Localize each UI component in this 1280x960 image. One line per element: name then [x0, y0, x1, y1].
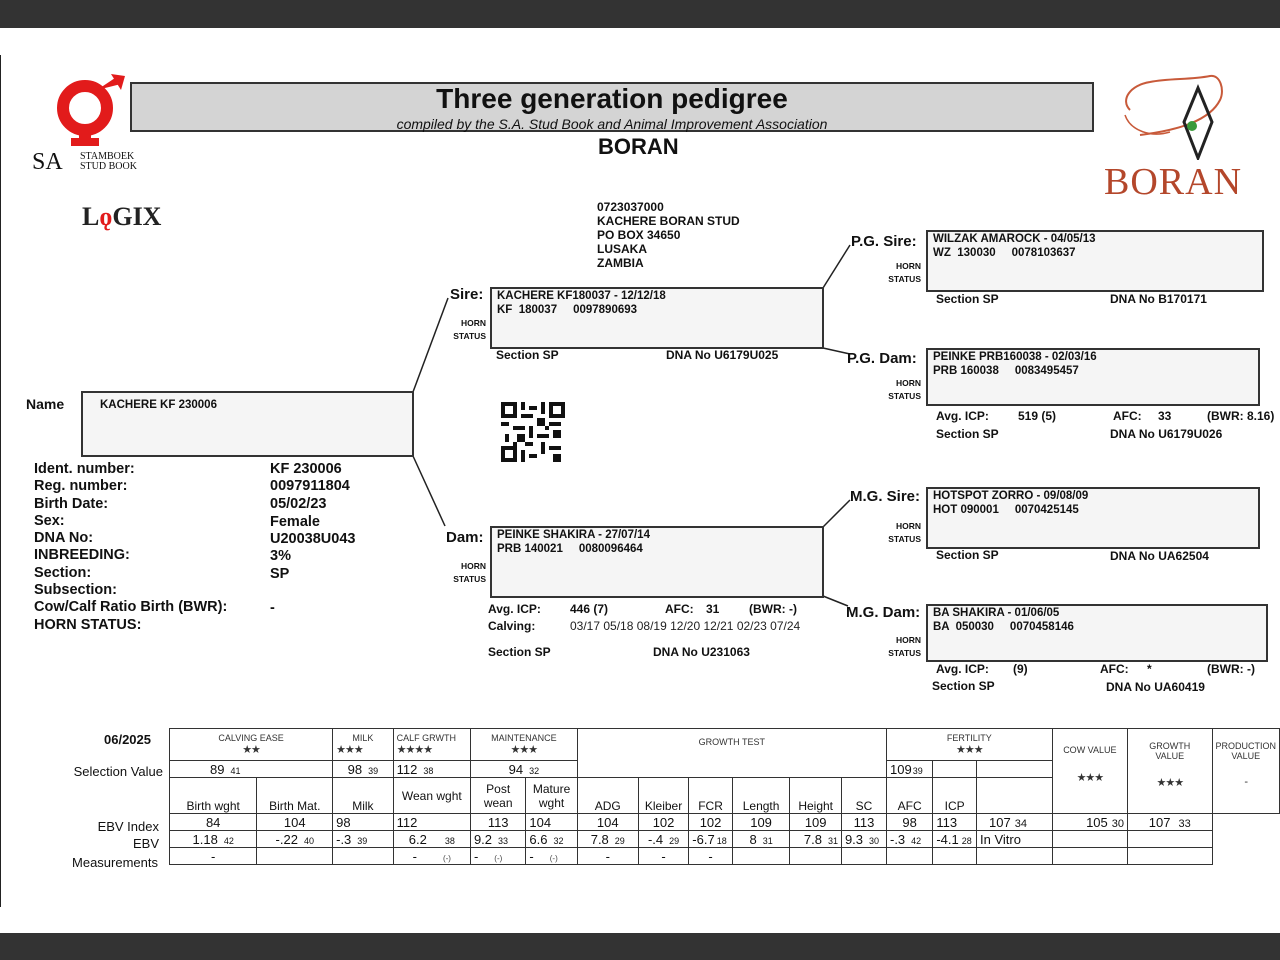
- pg-dam-label: P.G. Dam:: [847, 350, 917, 367]
- cow-value-index: 107 34: [977, 814, 1053, 831]
- breeder-name: KACHERE BORAN STUD: [597, 214, 740, 228]
- stars-icon: ★★★: [1076, 772, 1104, 784]
- mg-sire-horn-status-label: HORN STATUS: [888, 521, 921, 544]
- mg-dam-bwr: (BWR: -): [1207, 662, 1255, 676]
- milk-selection: 98 39: [333, 761, 394, 778]
- mg-dam-section: Section SP: [932, 679, 995, 693]
- trait-header: SC: [841, 778, 886, 814]
- mg-sire-label: M.G. Sire:: [850, 488, 921, 505]
- trait-header: AFC: [886, 778, 932, 814]
- stamboek-text: STAMBOEK: [80, 151, 135, 162]
- pg-sire-dna: DNA No B170171: [1110, 292, 1207, 306]
- selection-value-label: Selection Value: [73, 764, 163, 779]
- sire-box: [490, 287, 824, 349]
- trait-header: Milk: [333, 778, 394, 814]
- pg-dam-box: [926, 348, 1260, 406]
- mg-sire-reg: HOT 090001 0070425145: [933, 504, 1079, 516]
- sex: Female: [270, 513, 320, 530]
- dam-icp-label: Avg. ICP:: [488, 602, 541, 616]
- calf-growth-selection: 112 38: [393, 761, 470, 778]
- trait-header: Birth wght: [170, 778, 257, 814]
- pg-dam-reg: PRB 160038 0083495457: [933, 365, 1079, 377]
- maintenance-selection: 94 32: [470, 761, 577, 778]
- section: SP: [270, 565, 290, 582]
- sire-horn-status-label: HORN STATUS: [453, 318, 486, 341]
- sire-section: Section SP: [496, 348, 559, 362]
- trait-header: Kleiber: [638, 778, 688, 814]
- mg-dam-afc-label: AFC:: [1100, 662, 1129, 676]
- boran-logo-text: BORAN: [1104, 161, 1243, 203]
- pg-sire-horn-status-label: HORN STATUS: [888, 261, 921, 284]
- stars-icon: ★★★: [336, 744, 363, 756]
- ebv-date: 06/2025: [104, 732, 151, 747]
- mg-sire-box: [926, 487, 1260, 549]
- bwr: -: [270, 600, 275, 617]
- production-value-header: PRODUCTION VALUE -: [1212, 729, 1280, 814]
- ident-number: KF 230006: [270, 461, 342, 477]
- stars-icon: ★★: [242, 744, 260, 756]
- animal-name: KACHERE KF 230006: [100, 399, 217, 411]
- pg-dam-section: Section SP: [936, 427, 999, 441]
- cow-value-ebv: In Vitro: [977, 831, 1053, 848]
- animal-detail-values: [270, 461, 355, 618]
- pg-sire-name: WILZAK AMAROCK - 04/05/13: [933, 233, 1096, 245]
- mg-sire-name: HOTSPOT ZORRO - 09/08/09: [933, 490, 1089, 502]
- dam-horn-status-label: HORN STATUS: [453, 561, 486, 584]
- trait-header: Wean wght: [393, 778, 470, 814]
- animal-details: Ident. number: Reg. number: Birth Date: Sex: DNA No: INBREEDING: Section: Subsection: Cow/Calf Ratio Birth (BWR): HORN STATUS:: [34, 461, 228, 633]
- production-value-index: 107 33: [1128, 814, 1212, 831]
- mg-dam-icp: (9): [1013, 662, 1028, 676]
- pg-dam-afc-label: AFC:: [1113, 409, 1142, 423]
- ebv-label: EBV: [132, 836, 159, 851]
- measurements-row: - - (-) - (-) - (-) - - -: [170, 848, 1280, 865]
- name-label: Name: [26, 396, 65, 412]
- pg-sire-box: [926, 230, 1264, 292]
- pg-sire-reg: WZ 130030 0078103637: [933, 247, 1076, 259]
- trait-header: Birth Mat.: [257, 778, 333, 814]
- calving-ease-selection: 89 41: [170, 761, 333, 778]
- breeder-city: LUSAKA: [597, 242, 647, 256]
- breeder-phone: 0723037000: [597, 200, 664, 214]
- dam-afc: 31: [706, 602, 720, 616]
- calf-growth-header: CALF GRWTH ★★★★: [393, 729, 470, 761]
- pg-dam-dna: DNA No U6179U026: [1110, 427, 1223, 441]
- fertility-header: FERTILITY ★★★: [886, 729, 1052, 761]
- dam-dna: DNA No U231063: [653, 645, 750, 659]
- dam-calving-dates: 03/17 05/18 08/19 12/20 12/21 02/23 07/24: [570, 619, 801, 633]
- stars-icon: ★★★★: [396, 744, 433, 756]
- pg-dam-horn-status-label: HORN STATUS: [888, 378, 921, 401]
- ebv-index-row: 84 104 98 112 113 104 104 102 102 109 109 113 98 113 107 34 105 30 107 33: [170, 814, 1280, 831]
- trait-header: Mature wght: [526, 778, 577, 814]
- birth-date: 05/02/23: [270, 495, 327, 512]
- dam-afc-label: AFC:: [665, 602, 694, 616]
- dna-no: U20038U043: [270, 531, 356, 548]
- fertility-selection: 10939: [886, 761, 932, 778]
- ebv-row: 1.18 42 -.22 40 -.3 39 6.2 38 9.2 33 6.6 32 7.8 29 -.4 29 -6.7 18 8 31 7.8 31 9.3 30 -.3 42 -4.1 28 In Vitro: [170, 831, 1280, 848]
- growth-test-header: GROWTH TEST: [577, 729, 886, 778]
- trait-header: Height: [790, 778, 842, 814]
- inbreeding: 3%: [270, 548, 291, 565]
- sa-logo-text: SA: [32, 149, 63, 175]
- ebv-table: [169, 728, 1280, 865]
- dam-icp: 446 (7): [570, 602, 609, 616]
- dam-bwr: (BWR: -): [749, 602, 797, 616]
- pg-sire-section: Section SP: [936, 292, 999, 306]
- sire-dna: DNA No U6179U025: [666, 348, 779, 362]
- milk-header: MILK ★★★: [333, 729, 394, 761]
- studbook-text: STUD BOOK: [80, 161, 137, 172]
- mg-sire-section: Section SP: [936, 548, 999, 562]
- trait-header: ICP: [933, 778, 977, 814]
- stars-icon: ★★★: [1156, 777, 1184, 789]
- pg-dam-bwr: (BWR: 8.16): [1207, 409, 1275, 423]
- dam-name: PEINKE SHAKIRA - 27/07/14: [497, 529, 650, 541]
- mg-dam-icp-label: Avg. ICP:: [936, 662, 989, 676]
- stars-icon: ★★★: [956, 744, 983, 756]
- mg-dam-horn-status-label: HORN STATUS: [888, 635, 921, 658]
- reg-number: 0097911804: [270, 478, 350, 495]
- pg-dam-name: PEINKE PRB160038 - 02/03/16: [933, 351, 1097, 363]
- mg-sire-dna: DNA No UA62504: [1110, 549, 1209, 563]
- logix-o-icon: ǫ: [99, 202, 113, 231]
- breeder-country: ZAMBIA: [597, 256, 644, 270]
- page-title: Three generation pedigree: [436, 83, 788, 114]
- mg-dam-name: BA SHAKIRA - 01/06/05: [933, 607, 1060, 619]
- pg-dam-icp-label: Avg. ICP:: [936, 409, 989, 423]
- sire-label: Sire:: [450, 286, 484, 303]
- stars-icon: ★★★: [510, 744, 538, 756]
- dam-reg: PRB 140021 0080096464: [497, 543, 643, 555]
- trait-header: ADG: [577, 778, 638, 814]
- pg-sire-label: P.G. Sire:: [851, 233, 917, 250]
- pg-dam-afc: 33: [1158, 409, 1172, 423]
- sire-reg: KF 180037 0097890693: [497, 304, 638, 316]
- logix-logo: LǫGIX: [82, 202, 162, 231]
- subsection: [270, 583, 355, 600]
- cow-value-header: COW VALUE ★★★: [1052, 729, 1127, 814]
- growth-value-index: 105 30: [1052, 814, 1127, 831]
- calving-ease-header: CALVING EASE ★★: [170, 729, 333, 761]
- trait-header: FCR: [689, 778, 732, 814]
- qr-code-icon: [501, 402, 565, 462]
- mg-dam-reg: BA 050030 0070458146: [933, 621, 1074, 633]
- mg-dam-dna: DNA No UA60419: [1106, 680, 1205, 694]
- trait-header: Post wean: [470, 778, 525, 814]
- measurements-label: Measurements: [72, 855, 158, 870]
- dam-section: Section SP: [488, 645, 551, 659]
- mg-dam-box: [926, 604, 1268, 662]
- dam-box: [490, 526, 824, 598]
- animal-name-box: [81, 391, 414, 457]
- trait-header: Length: [732, 778, 790, 814]
- breeder-po-box: PO BOX 34650: [597, 228, 681, 242]
- page-subtitle: compiled by the S.A. Stud Book and Animal Improvement Association: [396, 116, 828, 132]
- dam-label: Dam:: [446, 529, 484, 546]
- maintenance-header: MAINTENANCE ★★★: [470, 729, 577, 761]
- mg-dam-label: M.G. Dam:: [846, 604, 921, 621]
- pg-dam-icp: 519 (5): [1018, 409, 1057, 423]
- sire-name: KACHERE KF180037 - 12/12/18: [497, 290, 666, 302]
- mg-dam-afc: *: [1147, 662, 1152, 676]
- growth-value-header: GROWTH VALUE ★★★: [1128, 729, 1212, 814]
- dam-calving-label: Calving:: [488, 619, 536, 633]
- ebv-index-label: EBV Index: [97, 819, 159, 834]
